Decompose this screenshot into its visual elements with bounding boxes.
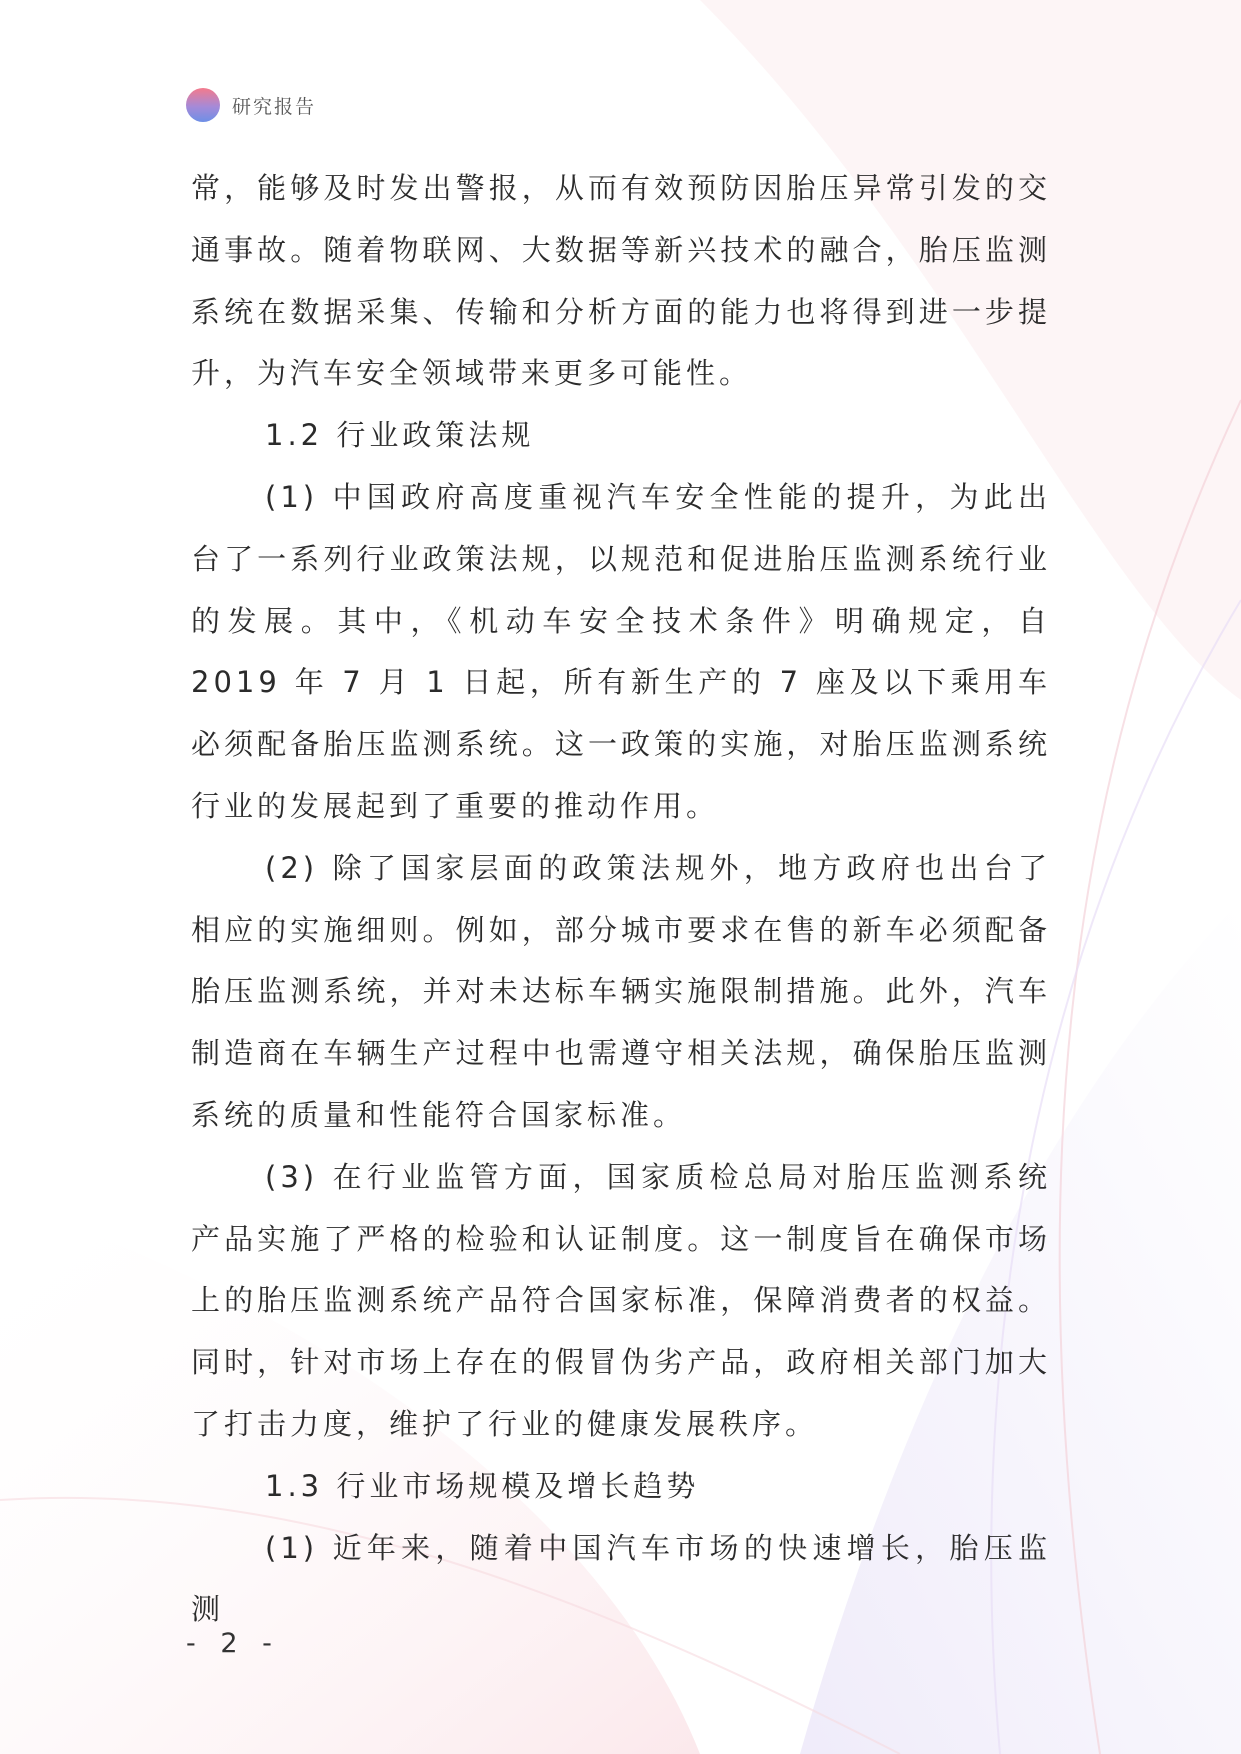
page-number: - 2 - <box>186 1628 280 1659</box>
paragraph-4: (3) 在行业监管方面，国家质检总局对胎压监测系统产品实施了严格的检验和认证制度。这一制度旨在确保市场上的胎压监测系统产品符合国家标准，保障消费者的权益。同时，针对市场上存在的假冒伪劣产品，政府相关部门加大了打击力度，维护了行业的健康发展秩序。 <box>191 1159 1051 1441</box>
paragraph-1: 常，能够及时发出警报，从而有效预防因胎压异常引发的交通事故。随着物联网、大数据等新兴技术的融合，胎压监测系统在数据采集、传输和分析方面的能力也将得到进一步提升，为汽车安全领域带来更多可能性。 <box>191 171 1051 391</box>
section-heading-1-2: 1.2 行业政策法规 <box>265 418 535 453</box>
document-header <box>186 88 316 122</box>
logo-icon <box>186 88 220 122</box>
paragraph-5: (1) 近年来，随着中国汽车市场的快速增长，胎压监测 <box>191 1530 1051 1627</box>
paragraph-3: (2) 除了国家层面的政策法规外，地方政府也出台了相应的实施细则。例如，部分城市要求在售的新车必须配备胎压监测系统，并对未达标车辆实施限制措施。此外，汽车制造商在车辆生产过程中也需遵守相关法规，确保胎压监测系统的质量和性能符合国家标准。 <box>191 850 1051 1132</box>
section-heading-1-3: 1.3 行业市场规模及增长趋势 <box>265 1468 700 1503</box>
paragraph-2: (1) 中国政府高度重视汽车安全性能的提升，为此出台了一系列行业政策法规，以规范和促进胎压监测系统行业的发展。其中，《机动车安全技术条件》明确规定，自 2019 年 7 月 1 日起，所有新生产的 7 座及以下乘用车必须配备胎压监测系统。这一政策的实施，对胎压监测系统行业的发展起到了重要的推动作用。 <box>191 479 1051 823</box>
header-label: 研究报告 <box>232 95 317 118</box>
document-body <box>191 158 1051 1641</box>
